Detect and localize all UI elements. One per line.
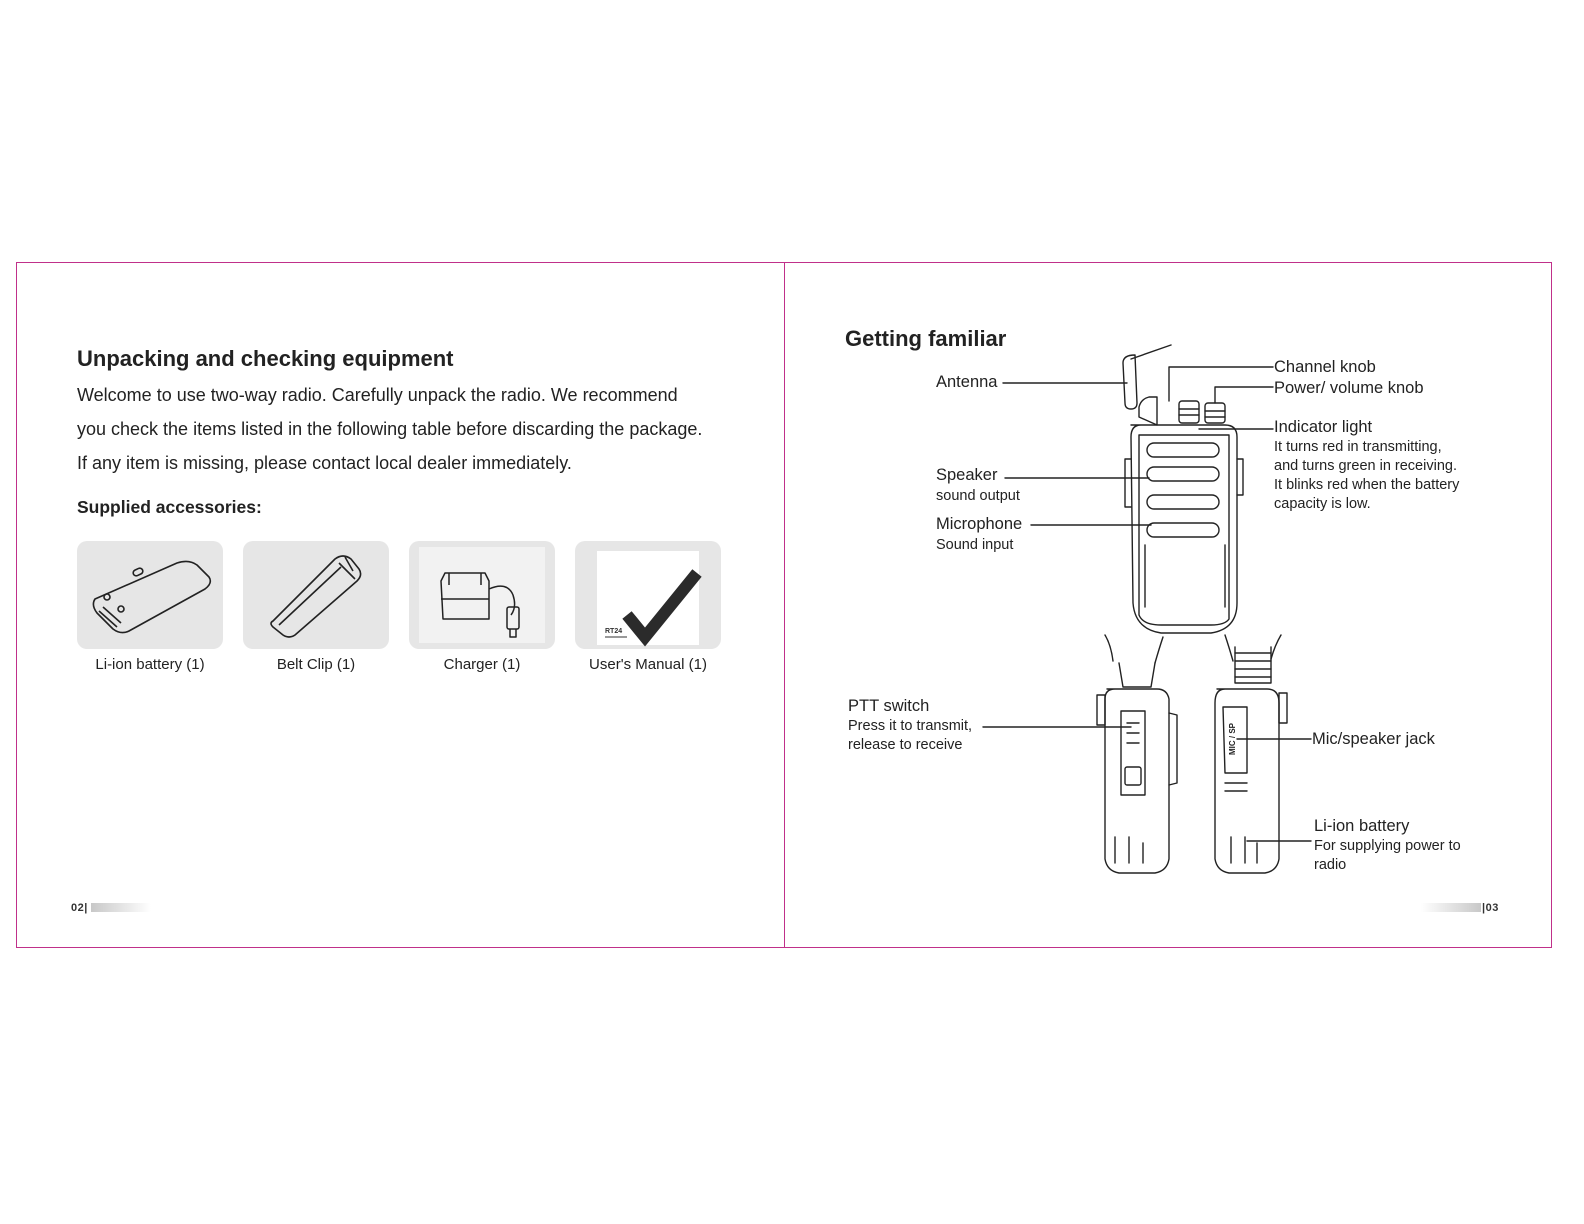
label-ptt-desc-1: Press it to transmit, [848, 718, 973, 734]
page-number-right: |03 [1482, 902, 1499, 914]
accessory-label-belt-clip: Belt Clip (1) [276, 656, 356, 673]
label-speaker-desc: sound output [936, 488, 1020, 504]
label-indicator-desc-4: capacity is low. [1274, 496, 1371, 512]
page-left [16, 262, 785, 948]
label-battery-desc-2: radio [1314, 857, 1347, 873]
folio-bar-left [91, 903, 151, 912]
accessory-card-battery [77, 541, 223, 649]
jack-side-text: MIC / SP [1228, 722, 1237, 755]
leader-channel [1169, 367, 1273, 401]
label-battery: Li-ion battery [1314, 817, 1410, 835]
heading-getting-familiar: Getting familiar [845, 326, 1007, 351]
page-number-left: 02| [71, 902, 88, 914]
label-indicator-desc-3: It blinks red when the battery [1274, 477, 1460, 493]
label-channel-knob: Channel knob [1274, 358, 1376, 376]
manual-cover-title: RT24 [605, 628, 623, 635]
label-battery-desc-1: For supplying power to [1314, 838, 1461, 854]
label-ptt: PTT switch [848, 697, 930, 715]
subheading-accessories: Supplied accessories: [77, 497, 262, 517]
leader-power [1215, 387, 1273, 403]
charger-icon [409, 541, 555, 649]
label-indicator-desc-2: and turns green in receiving. [1274, 458, 1457, 474]
page-right [784, 262, 1552, 948]
label-indicator: Indicator light [1274, 418, 1373, 436]
channel-knob-shape [1179, 401, 1199, 423]
intro-line-2: you check the items listed in the following table before discarding the package. [77, 419, 703, 439]
accessory-card-manual [575, 541, 721, 649]
label-speaker: Speaker [936, 466, 998, 484]
manual-spread [16, 262, 1552, 948]
belt-clip-icon [243, 541, 389, 649]
label-antenna: Antenna [936, 373, 998, 391]
accessory-label-charger: Charger (1) [443, 656, 521, 673]
label-indicator-desc-1: It turns red in transmitting, [1274, 439, 1442, 455]
intro-line-3: If any item is missing, please contact local dealer immediately. [77, 453, 572, 473]
accessory-card-belt-clip [243, 541, 389, 649]
label-jack: Mic/speaker jack [1312, 730, 1435, 748]
antenna-shape [1123, 355, 1137, 409]
accessory-label-manual: User's Manual (1) [589, 656, 707, 673]
folio-bar-right [1421, 903, 1481, 912]
label-microphone: Microphone [936, 515, 1023, 533]
battery-icon [77, 541, 223, 649]
accessory-label-battery: Li-ion battery (1) [95, 656, 205, 673]
intro-line-1: Welcome to use two-way radio. Carefully unpack the radio. We recommend [77, 385, 678, 405]
manual-icon [575, 541, 721, 649]
accessory-card-charger [409, 541, 555, 649]
heading-unpacking: Unpacking and checking equipment [77, 346, 454, 371]
label-ptt-desc-2: release to receive [848, 737, 963, 753]
label-microphone-desc: Sound input [936, 537, 1014, 553]
label-power-knob: Power/ volume knob [1274, 379, 1424, 397]
power-knob-shape [1205, 403, 1225, 423]
